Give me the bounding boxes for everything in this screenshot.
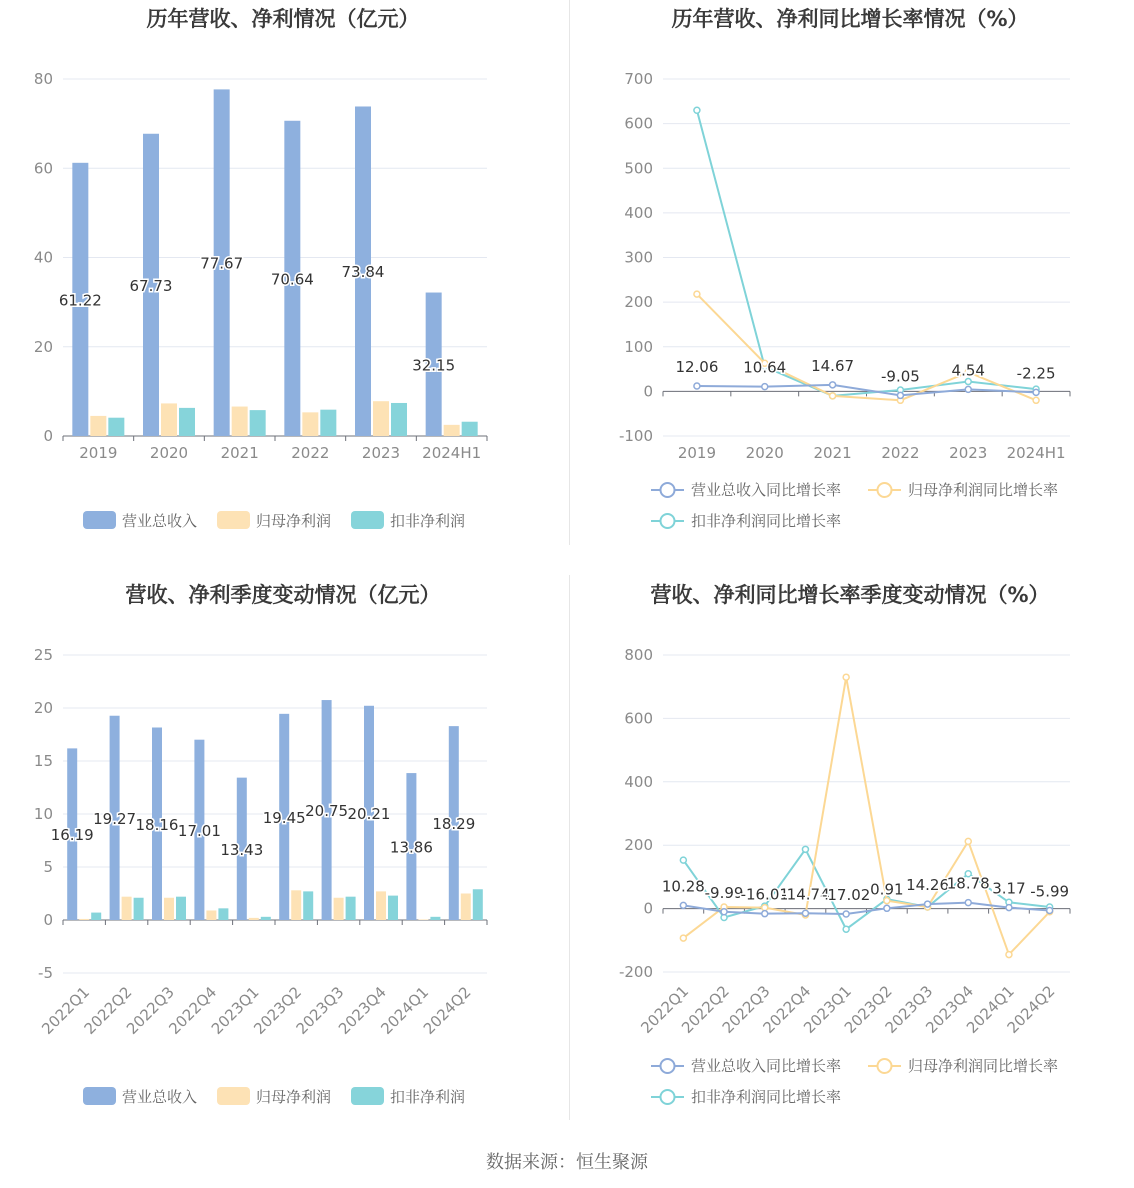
bar-扣非净利润 (462, 422, 478, 436)
bar-扣非净利润 (179, 408, 195, 436)
quarterly-revenue-profit-chart (0, 575, 567, 1135)
y-tick-label: 10 (33, 805, 53, 823)
legend-label: 营业总收入 (122, 512, 198, 530)
bar-归母净利润 (302, 412, 318, 436)
bar-扣非净利润 (134, 898, 144, 920)
point-营业总收入同比增长率 (965, 386, 971, 392)
point-归母净利润同比增长率 (843, 674, 849, 680)
legend-swatch (351, 1087, 384, 1105)
legend-label: 营业总收入同比增长率 (691, 481, 842, 499)
legend-item (217, 1087, 331, 1106)
x-tick-label: 2022Q1 (637, 982, 693, 1037)
bar-归母净利润 (373, 401, 389, 436)
legend-label: 营业总收入同比增长率 (691, 1057, 842, 1075)
x-tick-label: 2023Q1 (207, 983, 263, 1038)
bar-value-label: 18.16 (135, 815, 179, 834)
bar-扣非净利润 (91, 913, 101, 920)
bar-归母净利润 (122, 897, 132, 920)
bar-归母净利润 (376, 891, 386, 920)
y-tick-label: 400 (624, 203, 653, 222)
point-扣非净利润同比增长率 (965, 379, 971, 385)
bar-扣非净利润 (261, 917, 271, 920)
bar-归母净利润 (79, 919, 89, 920)
point-营业总收入同比增长率 (1047, 907, 1053, 913)
x-tick-label: 2022Q2 (678, 982, 733, 1037)
line-value-label: -16.01 (740, 885, 789, 904)
line-value-label: -2.25 (1016, 364, 1056, 383)
bar-扣非净利润 (250, 410, 266, 436)
bar-归母净利润 (232, 407, 248, 436)
bar-扣非净利润 (430, 917, 440, 920)
y-tick-label: 300 (624, 248, 653, 267)
point-扣非净利润同比增长率 (802, 846, 808, 852)
chart-title: 历年营收、净利情况（亿元） (146, 7, 420, 31)
y-tick-label: 500 (624, 159, 653, 178)
point-营业总收入同比增长率 (925, 901, 931, 907)
legend-item (351, 1087, 465, 1106)
point-扣非净利润同比增长率 (694, 107, 700, 113)
legend-label: 扣非净利润同比增长率 (691, 512, 842, 530)
bar-扣非净利润 (388, 896, 398, 920)
x-tick-label: 2023Q3 (292, 983, 348, 1038)
line-value-label: 18.78 (946, 874, 990, 893)
x-tick-label: 2023 (949, 444, 988, 462)
x-tick-label: 2019 (677, 444, 717, 462)
bar-扣非净利润 (218, 908, 228, 920)
line-value-label: 10.28 (661, 877, 705, 896)
legend-label: 归母净利润同比增长率 (908, 481, 1059, 499)
bar-value-label: 67.73 (129, 276, 173, 295)
bar-value-label: 19.27 (93, 809, 137, 828)
point-归母净利润同比增长率 (884, 898, 890, 904)
bar-归母净利润 (161, 403, 177, 436)
bar-归母净利润 (444, 425, 460, 436)
legend-marker (661, 1090, 675, 1104)
x-tick-label: 2024Q2 (419, 983, 475, 1038)
x-tick-label: 2023Q4 (335, 983, 390, 1038)
x-tick-label: 2020 (149, 444, 189, 462)
legend-item (651, 1057, 841, 1075)
legend-marker (878, 1059, 892, 1073)
line-value-label: 3.17 (992, 879, 1026, 898)
y-tick-label: 5 (43, 858, 53, 876)
bar-扣非净利润 (303, 891, 313, 920)
point-营业总收入同比增长率 (680, 902, 686, 908)
point-营业总收入同比增长率 (843, 911, 849, 917)
bar-归母净利润 (249, 918, 259, 920)
y-tick-label: 600 (624, 114, 653, 133)
legend-item (351, 511, 465, 530)
bar-扣非净利润 (391, 403, 407, 436)
annual-revenue-profit-chart (0, 0, 567, 560)
point-营业总收入同比增长率 (1006, 905, 1012, 911)
legend-item (651, 512, 841, 530)
quarterly-growth-rate-chart (567, 575, 1134, 1135)
line-value-label: -17.02 (821, 885, 871, 904)
line-value-label: -9.05 (881, 367, 920, 386)
chart-title: 营收、净利季度变动情况（亿元） (125, 583, 441, 607)
chart-svg (567, 575, 1134, 1135)
x-tick-label: 2022 (291, 444, 330, 462)
legend-swatch (351, 511, 384, 529)
bar-归母净利润 (291, 890, 301, 920)
panel-divider-bottom (569, 575, 570, 1120)
point-营业总收入同比增长率 (1033, 389, 1039, 395)
line-value-label: 12.06 (675, 357, 719, 376)
y-tick-label: 600 (624, 709, 653, 728)
y-tick-label: 0 (43, 427, 53, 445)
line-扣非净利润同比增长率 (697, 110, 1036, 396)
bar-归母净利润 (164, 898, 174, 920)
x-tick-label: 2023 (361, 444, 401, 462)
y-tick-label: 800 (624, 646, 653, 664)
legend-item (868, 481, 1058, 499)
bar-归母净利润 (461, 894, 471, 921)
bar-value-label: 70.64 (270, 270, 314, 289)
x-tick-label: 2022Q3 (123, 983, 178, 1038)
point-归母净利润同比增长率 (830, 393, 836, 399)
x-tick-label: 2022Q4 (759, 982, 815, 1037)
legend-swatch (217, 511, 250, 529)
line-value-label: -5.99 (1030, 882, 1070, 901)
y-tick-label: -200 (618, 963, 653, 981)
bar-归母净利润 (418, 919, 428, 920)
x-tick-label: 2021 (220, 444, 259, 462)
bar-value-label: 73.84 (341, 263, 385, 282)
bar-value-label: 20.21 (347, 804, 391, 823)
x-tick-label: 2023Q4 (922, 982, 978, 1037)
point-归母净利润同比增长率 (694, 291, 700, 297)
legend-marker (661, 1059, 675, 1073)
bar-扣非净利润 (346, 897, 356, 920)
point-营业总收入同比增长率 (721, 909, 727, 915)
legend-label: 扣非净利润 (390, 512, 466, 530)
y-tick-label: 0 (643, 899, 653, 918)
y-tick-label: 60 (33, 159, 53, 178)
y-tick-label: -100 (618, 427, 653, 445)
x-tick-label: 2022 (881, 444, 920, 462)
bar-value-label: 16.19 (50, 826, 94, 845)
bar-归母净利润 (206, 910, 216, 920)
legend-swatch (83, 1087, 116, 1105)
point-营业总收入同比增长率 (897, 392, 903, 398)
chart-svg (0, 575, 567, 1135)
bar-value-label: 19.45 (262, 808, 306, 827)
legend-item (83, 511, 197, 530)
line-value-label: -9.99 (704, 883, 744, 902)
legend-label: 归母净利润 (256, 512, 332, 530)
chart-svg (0, 0, 567, 560)
point-营业总收入同比增长率 (762, 911, 768, 917)
x-tick-label: 2020 (745, 444, 784, 462)
data-source-note: 数据来源：恒生聚源 (486, 1152, 648, 1173)
legend-label: 扣非净利润 (390, 1088, 466, 1106)
point-营业总收入同比增长率 (762, 384, 768, 390)
point-营业总收入同比增长率 (830, 382, 836, 388)
y-tick-label: 80 (33, 70, 53, 88)
x-tick-label: 2023Q2 (250, 983, 306, 1038)
y-tick-label: 200 (624, 293, 653, 312)
chart-svg (567, 0, 1134, 560)
bar-扣非净利润 (473, 889, 483, 920)
bar-value-label: 20.75 (305, 802, 349, 821)
point-营业总收入同比增长率 (694, 383, 700, 389)
bar-value-label: 13.43 (220, 840, 264, 859)
legend-item (651, 481, 841, 499)
y-tick-label: 0 (643, 382, 653, 401)
legend-label: 归母净利润同比增长率 (908, 1057, 1059, 1075)
point-营业总收入同比增长率 (884, 905, 890, 911)
point-扣非净利润同比增长率 (843, 926, 849, 932)
y-tick-label: 15 (33, 752, 53, 770)
bar-value-label: 61.22 (58, 291, 102, 310)
legend-label: 归母净利润 (256, 1088, 332, 1106)
y-tick-label: 100 (624, 337, 653, 356)
legend-item (217, 511, 331, 530)
panel-divider-top (569, 0, 570, 545)
line-value-label: 4.54 (951, 361, 985, 380)
point-营业总收入同比增长率 (965, 900, 971, 906)
legend-marker (661, 514, 675, 528)
legend-item (83, 1087, 197, 1106)
bar-value-label: 32.15 (412, 356, 456, 375)
legend-item (651, 1088, 841, 1106)
y-tick-label: 400 (624, 772, 653, 791)
bar-扣非净利润 (320, 410, 336, 436)
line-value-label: -14.74 (781, 885, 830, 904)
legend-swatch (217, 1087, 250, 1105)
bar-value-label: 18.29 (432, 815, 476, 834)
x-tick-label: 2024H1 (1006, 444, 1066, 462)
x-tick-label: 2023Q3 (881, 982, 937, 1037)
point-归母净利润同比增长率 (762, 905, 768, 911)
bar-value-label: 13.86 (389, 838, 433, 857)
x-tick-label: 2023Q1 (800, 982, 855, 1037)
point-扣非净利润同比增长率 (680, 857, 686, 863)
x-tick-label: 2022Q1 (38, 983, 94, 1038)
bar-归母净利润 (90, 416, 106, 436)
point-归母净利润同比增长率 (965, 838, 971, 844)
y-tick-label: 20 (33, 699, 53, 717)
chart-title: 营收、净利同比增长率季度变动情况（%） (650, 583, 1050, 607)
bar-归母净利润 (334, 898, 344, 920)
legend-marker (661, 483, 675, 497)
y-tick-label: -5 (38, 964, 53, 982)
line-value-label: 14.67 (811, 356, 855, 375)
y-tick-label: 25 (33, 646, 53, 664)
x-tick-label: 2022Q3 (718, 982, 774, 1037)
legend-label: 扣非净利润同比增长率 (691, 1088, 842, 1106)
bar-扣非净利润 (108, 418, 124, 436)
x-tick-label: 2023Q2 (840, 982, 896, 1037)
x-tick-label: 2022Q4 (165, 983, 221, 1038)
y-tick-label: 0 (43, 911, 53, 929)
bar-扣非净利润 (176, 897, 186, 920)
x-tick-label: 2021 (813, 444, 852, 462)
line-value-label: 14.26 (906, 876, 950, 895)
x-tick-label: 2022Q2 (80, 983, 136, 1038)
x-tick-label: 2024Q1 (377, 983, 433, 1038)
legend-label: 营业总收入 (122, 1088, 198, 1106)
annual-growth-rate-chart (567, 0, 1134, 560)
y-tick-label: 700 (624, 70, 653, 88)
line-value-label: 0.91 (870, 880, 904, 899)
x-tick-label: 2024H1 (422, 444, 482, 462)
bar-value-label: 17.01 (177, 821, 221, 840)
legend-item (868, 1057, 1058, 1075)
y-tick-label: 40 (33, 248, 53, 267)
chart-title: 历年营收、净利同比增长率情况（%） (671, 7, 1029, 31)
point-归母净利润同比增长率 (1033, 397, 1039, 403)
y-tick-label: 20 (33, 337, 53, 356)
bar-value-label: 77.67 (200, 254, 244, 273)
point-归母净利润同比增长率 (1006, 952, 1012, 958)
point-归母净利润同比增长率 (680, 935, 686, 941)
y-tick-label: 200 (624, 836, 653, 855)
legend-swatch (83, 511, 116, 529)
x-tick-label: 2024Q2 (1003, 982, 1059, 1037)
x-tick-label: 2019 (79, 444, 118, 462)
legend-marker (878, 483, 892, 497)
x-tick-label: 2024Q1 (962, 982, 1018, 1037)
point-营业总收入同比增长率 (802, 910, 808, 916)
line-value-label: 10.64 (743, 358, 787, 377)
